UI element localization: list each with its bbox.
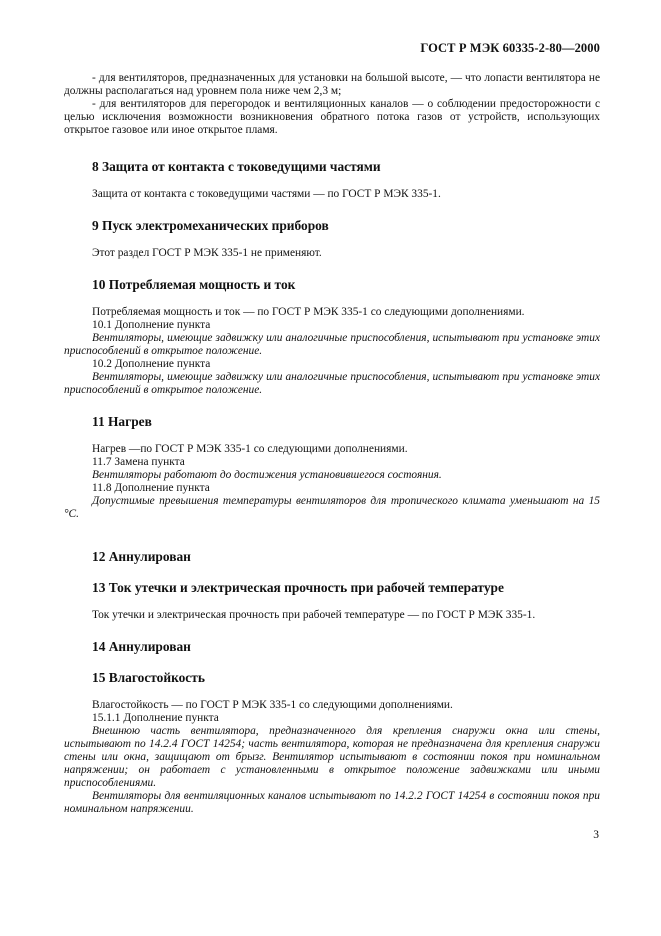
- section-10-2-text: Вентиляторы, имеющие задвижку или аналогичные приспособления, испытывают при установке этих приспособлений в открытое положение.: [64, 371, 600, 396]
- section-10-title: 10 Потребляемая мощность и ток: [92, 277, 296, 292]
- page-content: [64, 72, 600, 816]
- section-9-title: 9 Пуск электромеханических приборов: [92, 218, 329, 233]
- section-15-1-1-text: Внешнюю часть вентилятора, предназначенного для крепления снаружи окна или стены, испытывают по 14.2.4 ГОСТ 14254; часть вентилятора, которая не предназначена для крепления снаружи стены или окна, защищают от брызг. Вентилятор испытывают в состоянии покоя при номинальном напряжении; он работает с установленными в открытое положение задвижками или иными приспособлениями.: [64, 725, 600, 789]
- section-10-1-label: 10.1 Дополнение пункта: [92, 319, 211, 331]
- section-10-2-label: 10.2 Дополнение пункта: [92, 358, 211, 370]
- section-11-8-text: Допустимые превышения температуры вентиляторов для тропического климата уменьшают на 15 °С.: [64, 495, 600, 520]
- section-15-1-1-text-2: Вентиляторы для вентиляционных каналов испытывают по 14.2.2 ГОСТ 14254 в состоянии покоя при номинальном напряжении.: [64, 790, 600, 815]
- section-11-7-label: 11.7 Замена пункта: [92, 456, 185, 468]
- section-11-text: Нагрев —по ГОСТ Р МЭК 335-1 со следующими дополнениями.: [92, 443, 408, 455]
- section-8-title: 8 Защита от контакта с токоведущими частями: [92, 159, 381, 174]
- section-15-1-1-label: 15.1.1 Дополнение пункта: [92, 712, 219, 724]
- section-10-1-text: Вентиляторы, имеющие задвижку или аналогичные приспособления, испытывают при установке этих приспособлений в открытое положение.: [64, 332, 600, 357]
- section-11-8-label: 11.8 Дополнение пункта: [92, 482, 210, 494]
- section-13-title: 13 Ток утечки и электрическая прочность при рабочей температуре: [92, 580, 504, 595]
- section-9-text: Этот раздел ГОСТ Р МЭК 335-1 не применяют.: [92, 247, 322, 259]
- page-number: 3: [593, 829, 599, 841]
- section-15-text: Влагостойкость — по ГОСТ Р МЭК 335-1 со следующими дополнениями.: [92, 699, 453, 711]
- section-12-title: 12 Аннулирован: [92, 549, 191, 564]
- section-11-title: 11 Нагрев: [92, 414, 152, 429]
- intro-paragraph-1: - для вентиляторов, предназначенных для установки на большой высоте, — что лопасти вентилятора не должны располагаться над уровнем пола ниже чем 2,3 м;: [64, 72, 600, 97]
- section-11-7-text: Вентиляторы работают до достижения установившегося состояния.: [92, 469, 442, 481]
- section-8-text: Защита от контакта с токоведущими частями — по ГОСТ Р МЭК 335-1.: [92, 188, 441, 200]
- section-10-text: Потребляемая мощность и ток — по ГОСТ Р МЭК 335-1 со следующими дополнениями.: [92, 306, 525, 318]
- document-header: ГОСТ Р МЭК 60335-2-80—2000: [420, 41, 600, 55]
- section-13-text: Ток утечки и электрическая прочность при рабочей температуре — по ГОСТ Р МЭК 335-1.: [92, 609, 536, 621]
- section-15-title: 15 Влагостойкость: [92, 670, 205, 685]
- section-14-title: 14 Аннулирован: [92, 639, 191, 654]
- intro-paragraph-2: - для вентиляторов для перегородок и вентиляционных каналов — о соблюдении предосторожности с целью исключения возможности возникновения обратного потока газов от устройств, использующих открытое газовое или иное открытое пламя.: [64, 98, 600, 136]
